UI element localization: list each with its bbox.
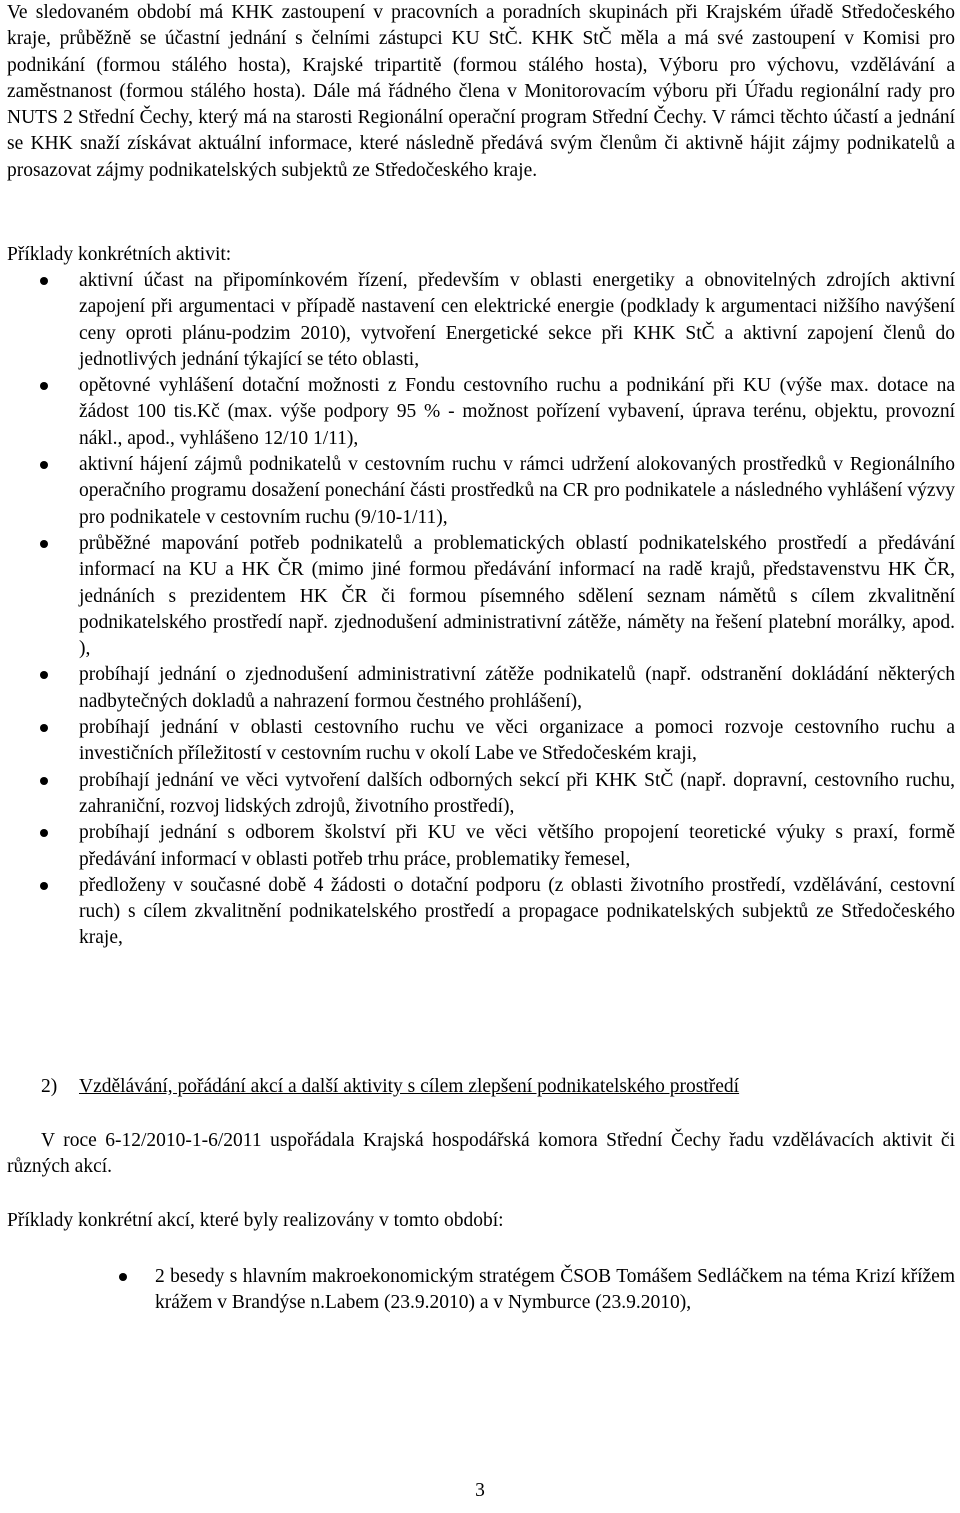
bullet-icon [40, 829, 48, 837]
page-number: 3 [475, 1480, 485, 1501]
activities-list [7, 268, 955, 952]
list-item: aktivní hájení zájmů podnikatelů v cestovním ruchu v rámci udržení alokovaných prostředků v Regionálního operačního programu dosažení ponechání části prostředků na CR pro podnikatele a následného vyhlášení výzvy pro podnikatele v cestovním ruchu (9/10-1/11), [7, 452, 955, 531]
bullet-icon [40, 540, 48, 548]
bullet-icon [119, 1273, 127, 1281]
section-heading [41, 1074, 739, 1100]
list-item: průběžné mapování potřeb podnikatelů a problematických oblastí podnikatelského prostředí a předávání informací na KU a HK ČR (mimo jiné formou předávání informací na radě krajů, představenstvu HK ČR, jednáních s prezidentem HK ČR či formou písemného sdělení seznam námětů s cílem zkvalitnění podnikatelského prostředí např. zjednodušení administrativní zátěže, náměty na řešení platební morálky, apod. ), [7, 531, 955, 662]
bullet-icon [40, 777, 48, 785]
section-title: Vzdělávání, pořádání akcí a další aktivity s cílem zlepšení podnikatelského prostředí [79, 1076, 740, 1097]
list-item: probíhají jednání v oblasti cestovního ruchu ve věci organizace a pomoci rozvoje cestovního ruchu a investičních příležitostí v cestovním ruchu v okolí Labe ve Středočeském kraji, [7, 715, 955, 768]
bullet-icon [40, 382, 48, 390]
bullet-icon [40, 724, 48, 732]
section-number: 2) [41, 1076, 58, 1097]
list-item: probíhají jednání ve věci vytvoření dalších odborných sekcí při KHK StČ (např. dopravní, cestovního ruchu, zahraniční, rozvoj lidských zdrojů, životního prostředí), [7, 768, 955, 821]
list-item: 2 besedy s hlavním makroekonomickým stratégem ČSOB Tomášem Sedláčkem na téma Krizí křížem krážem v Brandýse n.Labem (23.9.2010) a v Nymburce (23.9.2010), [7, 1264, 955, 1317]
list-item: opětovné vyhlášení dotační možnosti z Fondu cestovního ruchu a podnikání při KU (výše max. dotace na žádost 100 tis.Kč (max. výše podpory 95 % - možnost pořízení vybavení, úprava terénu, objektu, provozní nákl., apod., vyhlášeno 12/10 1/11), [7, 373, 955, 452]
events-heading: Příklady konkrétní akcí, které byly realizovány v tomto období: [7, 1210, 504, 1231]
list-item: aktivní účast na připomínkovém řízení, především v oblasti energetiky a obnovitelných zdrojích aktivní zapojení při argumentaci v případě nastavení cen elektrické energie (podklady k argumentaci nižšího navýšení ceny oproti plánu-podzim 2010), vytvoření Energetické sekce při KHK StČ a aktivní zapojení členů do jednotlivých jednání týkající se této oblasti, [7, 268, 955, 373]
bullet-icon [40, 882, 48, 890]
bullet-icon [40, 277, 48, 285]
events-list [7, 1264, 955, 1317]
intro-paragraph: Ve sledovaném období má KHK zastoupení v pracovních a poradních skupinách při Krajském úřadě Středočeského kraje, průběžně se účastní jednání s čelními zástupci KU StČ. KHK StČ měla a má své zastoupení v Komisi pro podnikání (formou stálého hosta), Krajské tripartitě (formou stálého hosta), Výboru pro výchovu, vzdělávání a zaměstnanost (formou stálého hosta). Dále má řádného člena v Monitorovacím výboru při Úřadu regionální rady pro NUTS 2 Střední Čechy, který má na starosti Regionální operační program Střední Čechy. V rámci těchto účastí a jednání se KHK snaží získávat aktuální informace, které následně předává svým členům či aktivně hájit zájmy podnikatelů a prosazovat zájmy podnikatelských subjektů ze Středočeského kraje. [7, 2, 955, 181]
bullet-icon [40, 671, 48, 679]
list-item: probíhají jednání o zjednodušení administrativní zátěže podnikatelů (např. odstranění dokládání některých nadbytečných dokladů a nahrazení formou čestného prohlášení), [7, 662, 955, 715]
examples-heading: Příklady konkrétních aktivit: [7, 244, 232, 265]
list-item: probíhají jednání s odborem školství při KU ve věci většího propojení teoretické výuky s praxí, formě předávání informací v oblasti potřeb trhu práce, problematiky řemesel, [7, 820, 955, 873]
bullet-icon [40, 461, 48, 469]
list-item: předloženy v současné době 4 žádosti o dotační podporu (z oblasti životního prostředí, vzdělávání, cestovní ruch) s cílem zkvalitnění podnikatelského prostředí a propagace podnikatelských subjektů ze Středočeského kraje, [7, 873, 955, 952]
section-paragraph: V roce 6-12/2010-1-6/2011 uspořádala Krajská hospodářská komora Střední Čechy řadu vzdělávacích aktivit či různých akcí. [7, 1130, 955, 1178]
